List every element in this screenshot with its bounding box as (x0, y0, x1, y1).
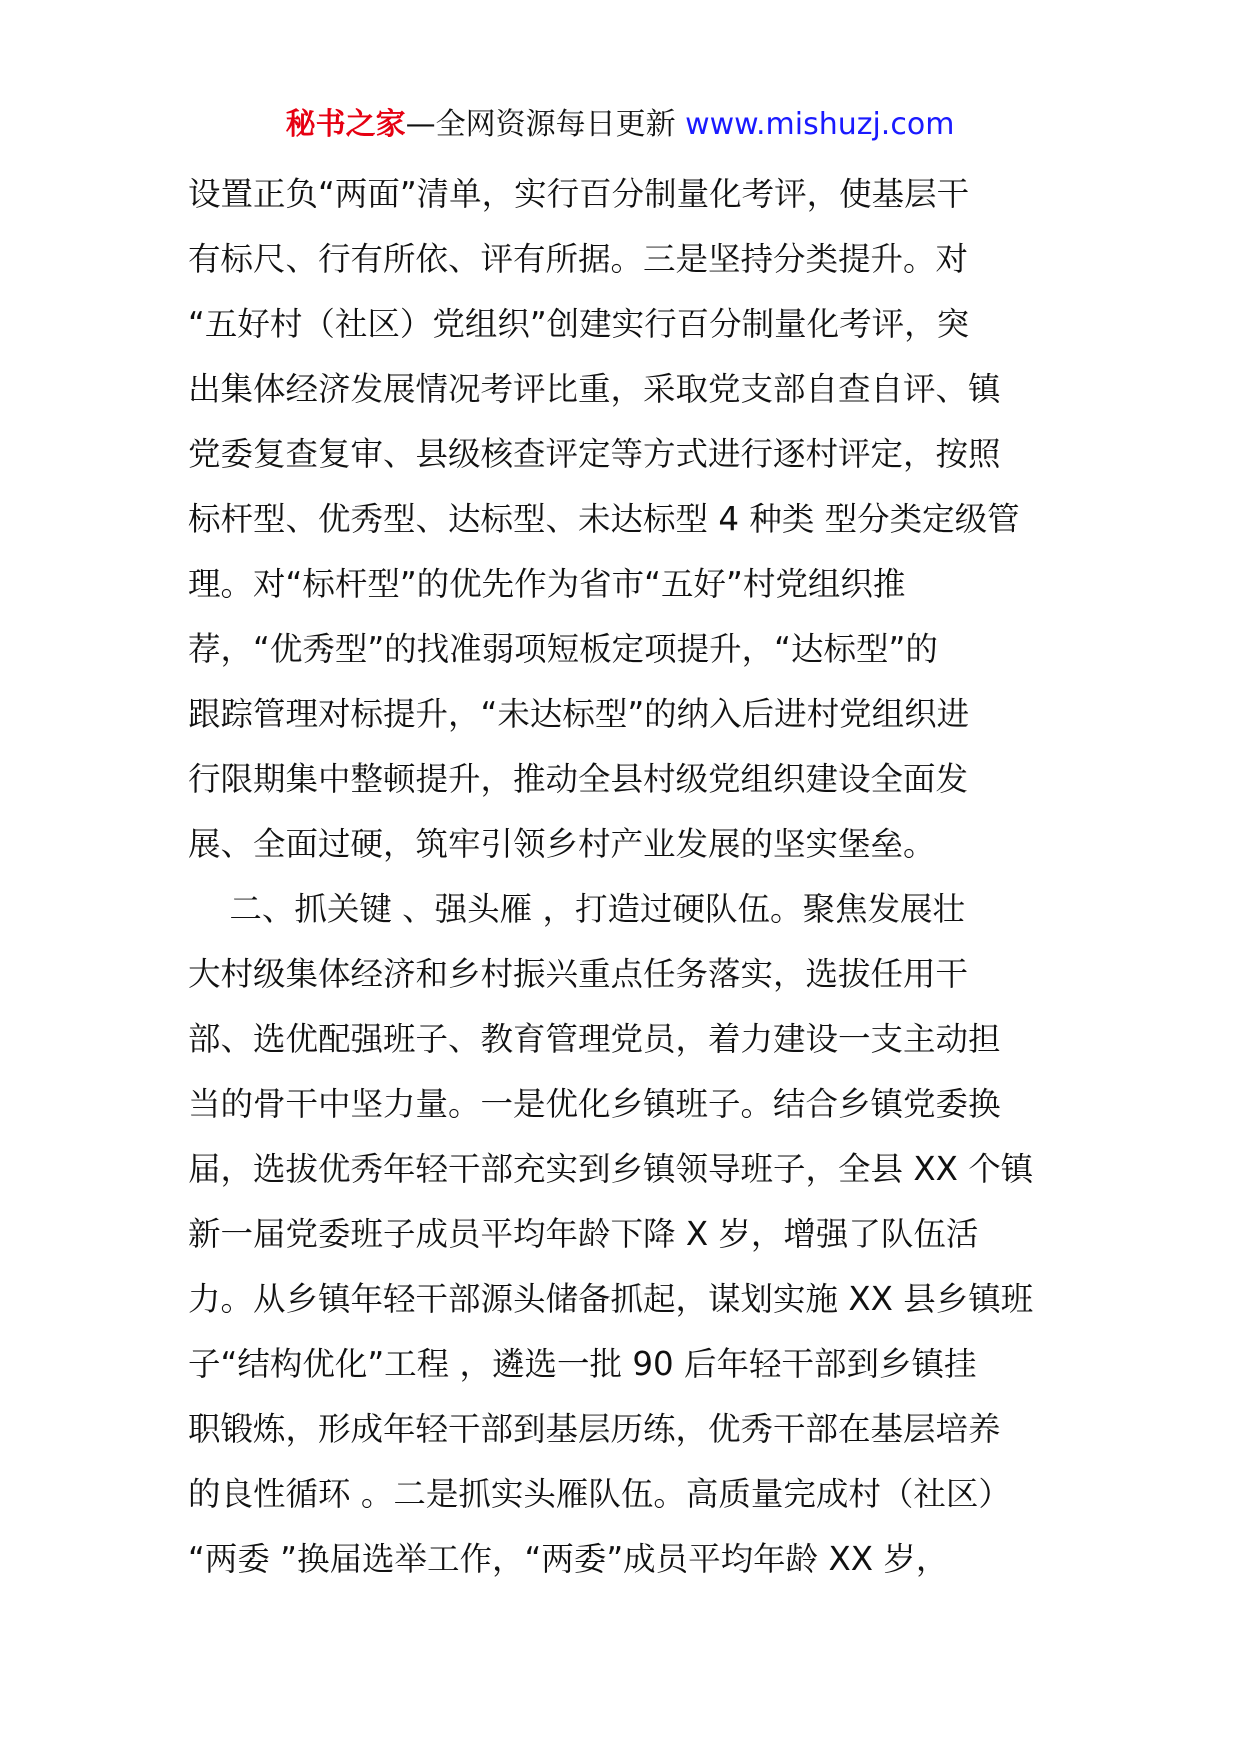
text-line: 大村级集体经济和乡村振兴重点任务落实，选拔任用干 (188, 955, 969, 993)
text-line: 子“结构优化”工程 ，遴选一批 90 后年轻干部到乡镇挂 (188, 1345, 977, 1383)
site-url-link[interactable]: www.mishuzj.com (675, 107, 955, 142)
text-line: 党委复查复审、县级核查评定等方式进行逐村评定，按照 (188, 435, 1001, 473)
text-line: 职锻炼，形成年轻干部到基层历练，优秀干部在基层培养 (188, 1410, 1001, 1448)
text-line: 届，选拔优秀年轻干部充实到乡镇领导班子，全县 XX 个镇 (188, 1150, 1034, 1188)
site-header (0, 100, 1240, 150)
text-line: 力。从乡镇年轻干部源头储备抓起，谋划实施 XX 县乡镇班 (188, 1280, 1034, 1318)
header-tagline: —全网资源每日更新 (405, 107, 676, 142)
brand-name: 秘书之家 (285, 107, 406, 142)
text-line: 当的骨干中坚力量。一是优化乡镇班子。结合乡镇党委换 (188, 1085, 1001, 1123)
document-body (188, 162, 1058, 1592)
text-line: 荐，“优秀型”的找准弱项短板定项提升，“达标型”的 (188, 630, 938, 668)
text-line: 部、选优配强班子、教育管理党员，着力建设一支主动担 (188, 1020, 1001, 1058)
text-line: 出集体经济发展情况考评比重，采取党支部自查自评、镇 (188, 370, 1001, 408)
text-line: “两委 ”换届选举工作，“两委”成员平均年龄 XX 岁， (188, 1540, 949, 1578)
text-line: 标杆型、优秀型、达标型、未达标型 4 种类 型分类定级管 (188, 500, 1020, 538)
text-line: 行限期集中整顿提升，推动全县村级党组织建设全面发 (188, 760, 969, 798)
text-line: 跟踪管理对标提升，“未达标型”的纳入后进村党组织进 (188, 695, 970, 733)
text-line: 有标尺、行有所依、评有所据。三是坚持分类提升。对 (188, 240, 969, 278)
text-line: 的良性循环 。二是抓实头雁队伍。高质量完成村（社区） (188, 1475, 1011, 1513)
text-line: 新一届党委班子成员平均年龄下降 X 岁，增强了队伍活 (188, 1215, 979, 1253)
text-line: 理。对“标杆型”的优先作为省市“五好”村党组织推 (188, 565, 906, 603)
text-line: 设置正负“两面”清单，实行百分制量化考评，使基层干 (188, 175, 970, 213)
section-heading-line: 二、抓关键 、强头雁 ，打造过硬队伍。聚焦发展壮 (188, 890, 965, 928)
text-line: “五好村（社区）党组织”创建实行百分制量化考评，突 (188, 305, 970, 343)
text-line: 展、全面过硬，筑牢引领乡村产业发展的坚实堡垒。 (188, 825, 936, 863)
